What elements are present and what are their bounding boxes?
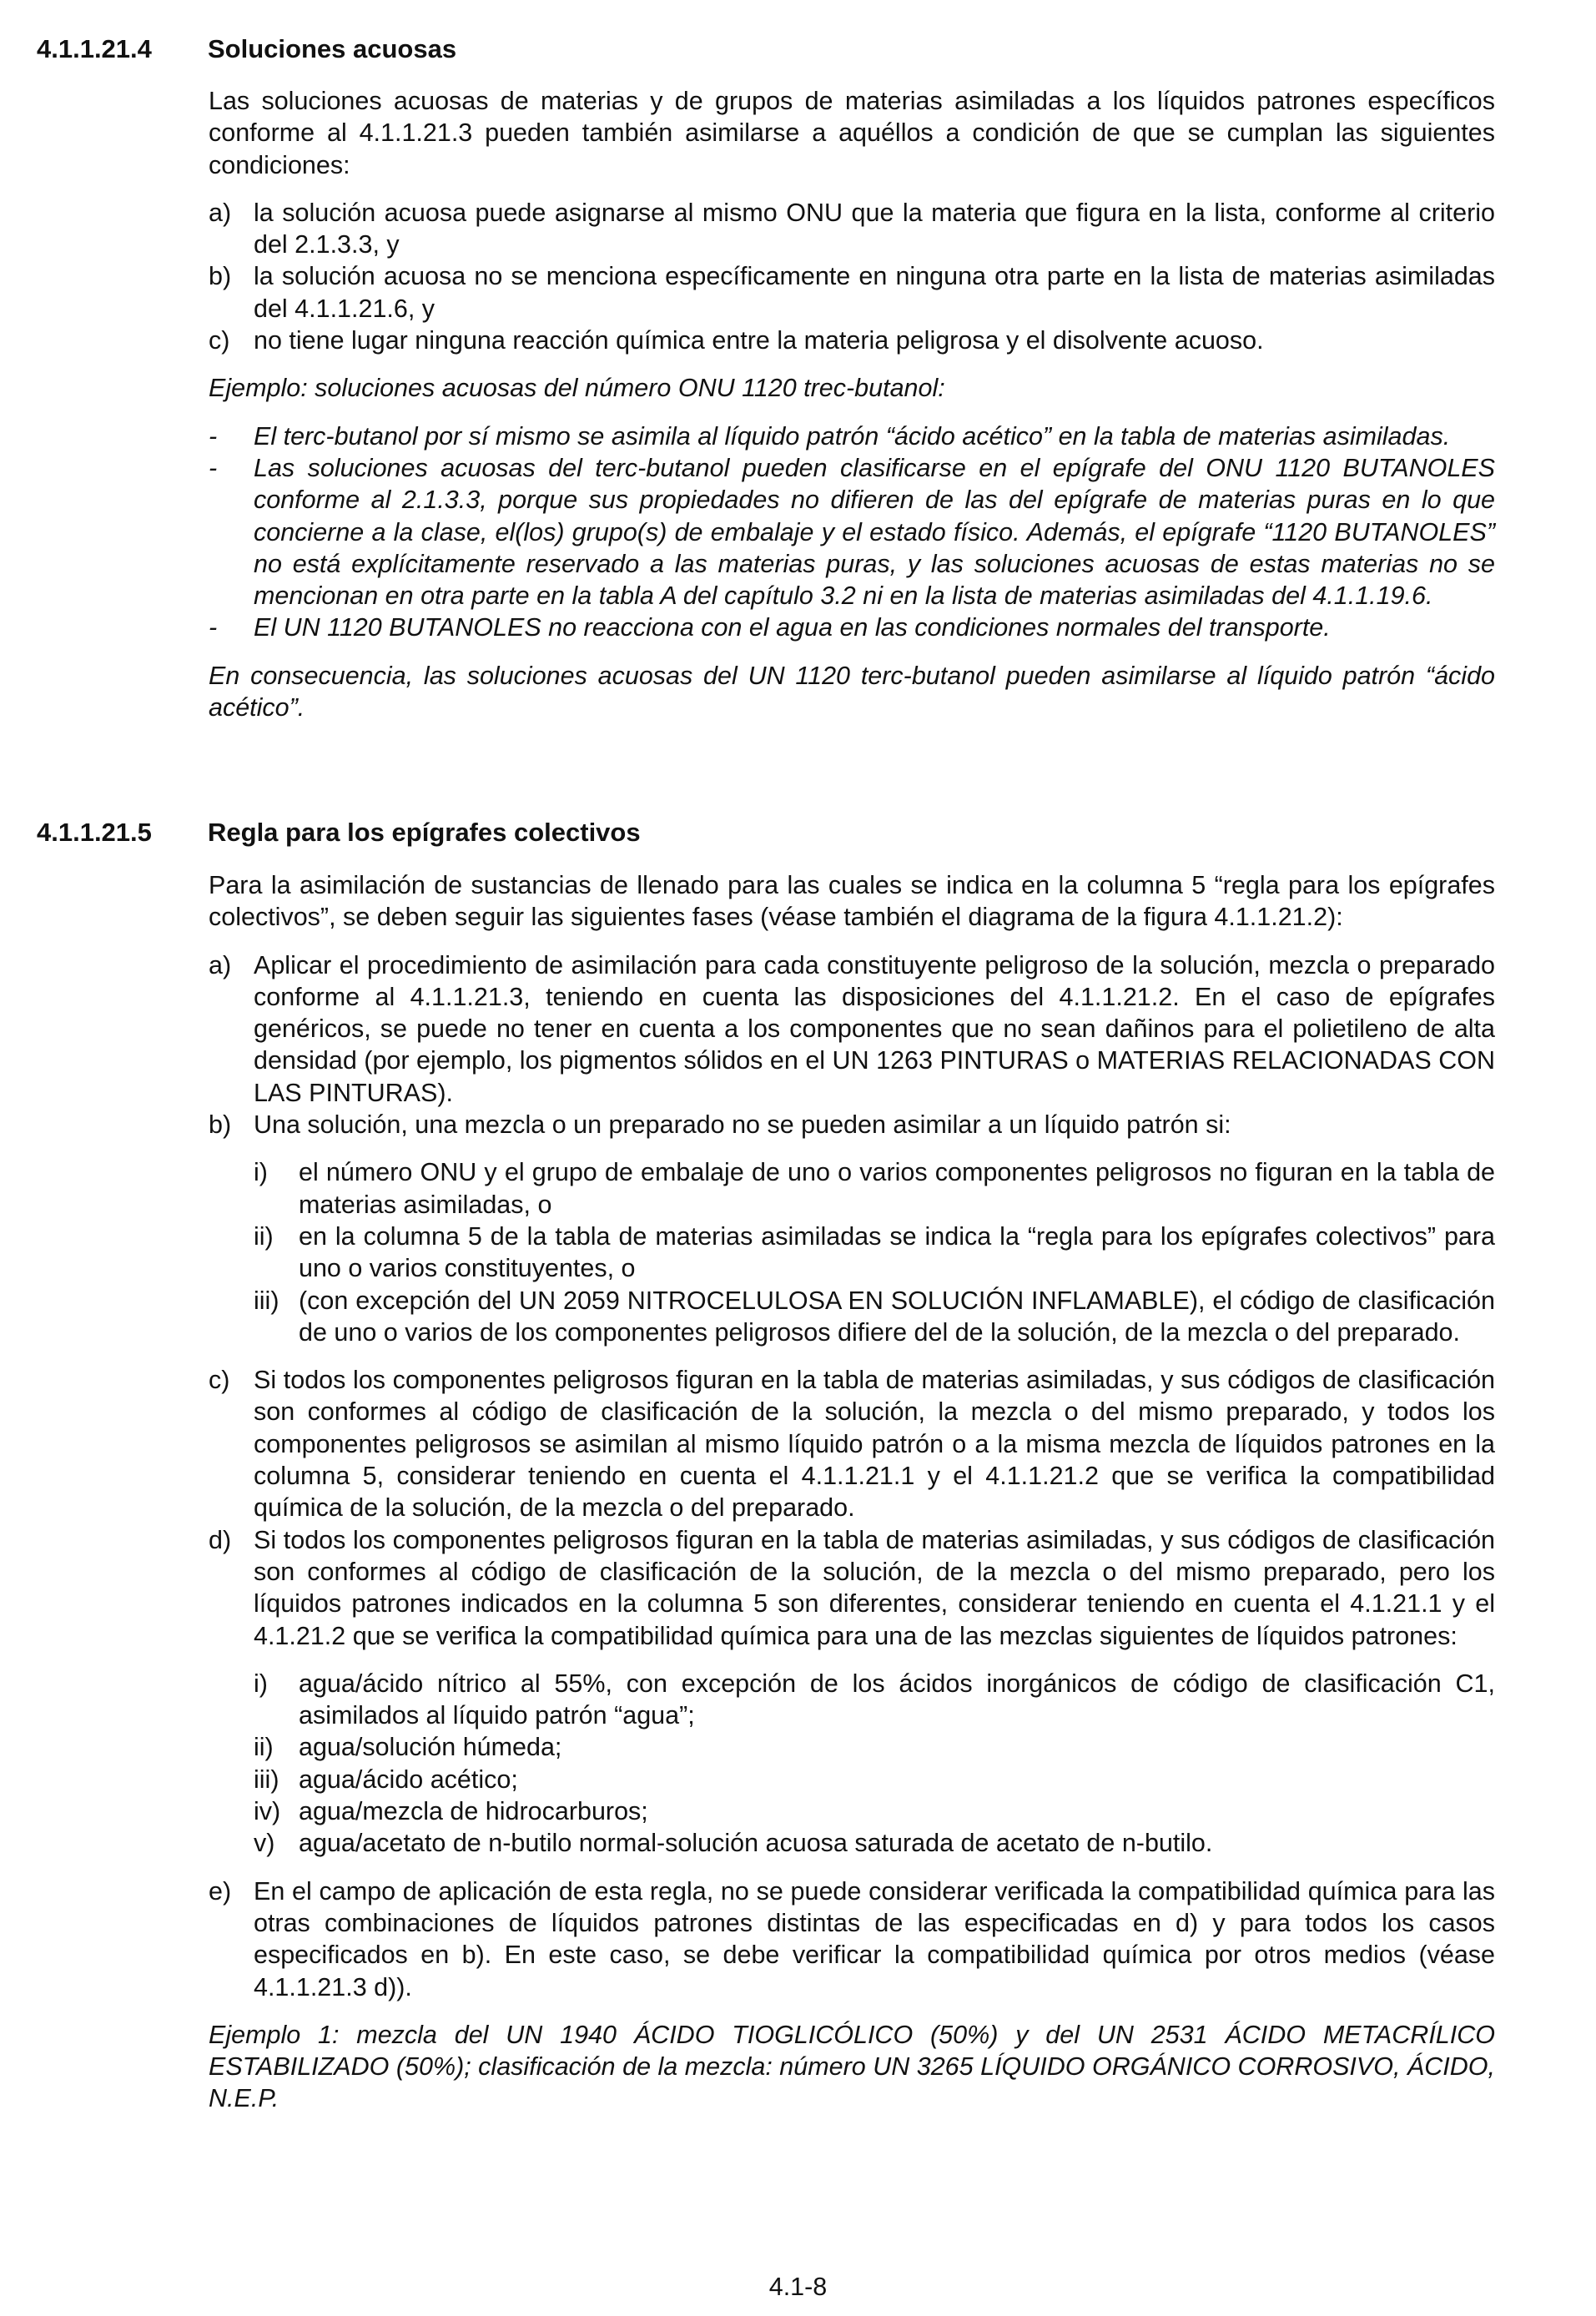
list-item	[209, 197, 1495, 261]
sub-list-marker: iii)	[254, 1765, 279, 1794]
list-item	[209, 1524, 1495, 1860]
list-item	[209, 612, 1495, 643]
list-marker: c)	[209, 326, 230, 355]
sub-list-item	[254, 1731, 1495, 1763]
list-text: Aplicar el procedimiento de asimilación para cada constituyente peligroso de la solución, mezcla o preparado conforme al 4.1.1.21.3, teniendo en cuenta las disposiciones del 4.1.1.21.2. En el caso de epígrafes genéricos, se puede no tener en cuenta a los componentes que no sean dañinos para el polietileno de alta densidad (por ejemplo, los pigmentos sólidos en el UN 1263 PINTURAS o MATERIAS RELACIONADAS CON LAS PINTURAS).	[254, 950, 1495, 1107]
section-body	[209, 85, 1495, 723]
condition-list	[209, 197, 1495, 356]
list-text: la solución acuosa no se menciona específicamente en ninguna otra parte en la lista de materias asimiladas del 4.1.1.21.6, y	[254, 262, 1495, 323]
list-marker: c)	[209, 1366, 230, 1395]
list-text: agua/mezcla de hidrocarburos;	[299, 1797, 648, 1826]
list-marker: d)	[209, 1525, 232, 1554]
list-item	[209, 1109, 1495, 1348]
list-text: Una solución, una mezcla o un preparado no se pueden asimilar a un líquido patrón si:	[254, 1110, 1231, 1140]
example-paragraph: Ejemplo 1: mezcla del UN 1940 ÁCIDO TIOGLICÓLICO (50%) y del UN 2531 ÁCIDO METACRÍLICO ESTABILIZADO (50%); clasificación de la mezcla: número UN 3265 LÍQUIDO ORGÁNICO CORROSIVO, ÁCIDO, N.E.P.	[209, 2020, 1495, 2113]
sub-list-marker: iii)	[254, 1286, 279, 1315]
section-title: Regla para los epígrafes colectivos	[208, 818, 641, 847]
sub-list-item	[254, 1221, 1495, 1285]
list-marker: e)	[209, 1876, 232, 1906]
list-text: (con excepción del UN 2059 NITROCELULOSA EN SOLUCIÓN INFLAMABLE), el código de clasificación de uno o varios de los componentes peligrosos difiere del de la solución, de la mezcla o del preparado.	[299, 1286, 1495, 1347]
conclusion-paragraph: En consecuencia, las soluciones acuosas del UN 1120 terc-butanol pueden asimilarse al líquido patrón “ácido acético”.	[209, 661, 1495, 722]
example-list	[209, 420, 1495, 644]
sub-list-marker: i)	[254, 1669, 268, 1698]
sub-list-item	[254, 1156, 1495, 1221]
list-text: no tiene lugar ninguna reacción química entre la materia peligrosa y el disolvente acuoso.	[254, 326, 1264, 355]
list-text: Si todos los componentes peligrosos figuran en la tabla de materias asimiladas, y sus códigos de clasificación son conformes al código de clasificación de la solución, la mezcla o del mismo preparado, y todos los componentes peligrosos se asimilan al mismo líquido patrón o a la misma mezcla de líquidos patrones en la columna 5, considerar teniendo en cuenta el 4.1.1.21.1 y el 4.1.1.21.2 que se verifica la compatibilidad química de la solución, de la mezcla o del preparado.	[254, 1366, 1495, 1523]
sub-list-item	[254, 1285, 1495, 1349]
section-body	[209, 869, 1495, 2115]
list-text: agua/ácido nítrico al 55%, con excepción de los ácidos inorgánicos de código de clasificación C1, asimilados al líquido patrón “agua”;	[299, 1669, 1495, 1730]
list-item	[209, 325, 1495, 356]
sub-list-marker: ii)	[254, 1221, 274, 1251]
page-number: 4.1-8	[768, 2273, 828, 2301]
list-item	[209, 260, 1495, 325]
list-item	[209, 452, 1495, 612]
sub-list-marker: v)	[254, 1829, 275, 1858]
sub-list-marker: i)	[254, 1158, 268, 1187]
list-text: la solución acuosa puede asignarse al mismo ONU que la materia que figura en la lista, conforme al criterio del 2.1.3.3, y	[254, 198, 1495, 259]
section-number: 4.1.1.21.5	[37, 818, 152, 847]
list-text: agua/solución húmeda;	[299, 1733, 562, 1762]
list-marker: a)	[209, 950, 232, 979]
list-marker: a)	[209, 198, 232, 227]
list-item	[209, 1364, 1495, 1523]
list-text: Las soluciones acuosas del terc-butanol pueden clasificarse en el epígrafe del ONU 1120 BUTANOLES conforme al 2.1.3.3, porque sus propiedades no difieren de las del epígrafe de materias puras en lo que concierne a la clase, el(los) grupo(s) de embalaje y el estado físico. Además, el epígrafe “1120 BUTANOLES” no está explícitamente reservado a las materias puras, y las soluciones acuosas de estas materias no se mencionan en otra parte en la tabla A del capítulo 3.2 ni en la lista de materias asimiladas del 4.1.1.19.6.	[254, 453, 1495, 611]
sub-list-item	[254, 1827, 1495, 1859]
paragraph: Las soluciones acuosas de materias y de grupos de materias asimiladas a los líquidos patrones específicos conforme al 4.1.1.21.3 pueden también asimilarse a aquéllos a condición de que se cumplan las siguientes condiciones:	[209, 87, 1495, 179]
example-title: Ejemplo: soluciones acuosas del número ONU 1120 trec-butanol:	[209, 374, 945, 403]
list-text: Si todos los componentes peligrosos figuran en la tabla de materias asimiladas, y sus códigos de clasificación son conformes al código de clasificación de la solución, de la mezcla o del mismo preparado, pero los líquidos patrones indicados en la columna 5 son diferentes, considerar teniendo en cuenta el 4.1.21.1 y el 4.1.21.2 que se verifica la compatibilidad química para una de las mezclas siguientes de líquidos patrones:	[254, 1525, 1495, 1650]
sub-list	[254, 1156, 1495, 1348]
list-marker: b)	[209, 1110, 232, 1140]
list-text: en la columna 5 de la tabla de materias asimiladas se indica la “regla para los epígrafes colectivos” para uno o varios constituyentes, o	[299, 1221, 1495, 1283]
list-marker: b)	[209, 262, 232, 291]
sub-list-marker: ii)	[254, 1733, 274, 1762]
list-text: el número ONU y el grupo de embalaje de uno o varios componentes peligrosos no figuran en la tabla de materias asimiladas, o	[299, 1158, 1495, 1219]
list-text: En el campo de aplicación de esta regla, no se puede considerar verificada la compatibilidad química para las otras combinaciones de líquidos patrones distintas de las especificadas en d) y para todos los casos especificados en b). En este caso, se debe verificar la compatibilidad química por otros medios (véase 4.1.1.21.3 d)).	[254, 1876, 1495, 2001]
sub-list-item	[254, 1668, 1495, 1732]
sub-list-item	[254, 1764, 1495, 1795]
list-text: agua/acetato de n-butilo normal-solución acuosa saturada de acetato de n-butilo.	[299, 1829, 1213, 1858]
step-list	[209, 1875, 1495, 2003]
paragraph: Para la asimilación de sustancias de llenado para las cuales se indica en la columna 5 “regla para los epígrafes colectivos”, se deben seguir las siguientes fases (véase también el diagrama de la figura 4.1.1.21.2):	[209, 871, 1495, 932]
section-heading	[37, 817, 641, 848]
list-item	[209, 1875, 1495, 2003]
dash-marker: -	[209, 453, 218, 482]
list-item	[209, 420, 1495, 452]
list-text: agua/ácido acético;	[299, 1765, 518, 1794]
section-title: Soluciones acuosas	[208, 34, 457, 63]
list-text: El UN 1120 BUTANOLES no reacciona con el agua en las condiciones normales del transporte.	[254, 613, 1331, 642]
dash-marker: -	[209, 613, 218, 642]
section-number: 4.1.1.21.4	[37, 34, 152, 63]
list-item	[209, 949, 1495, 1109]
section-heading	[37, 33, 456, 65]
sub-list-marker: iv)	[254, 1797, 281, 1826]
list-text: El terc-butanol por sí mismo se asimila al líquido patrón “ácido acético” en la tabla de materias asimiladas.	[254, 421, 1451, 451]
sub-list-item	[254, 1795, 1495, 1827]
dash-marker: -	[209, 421, 218, 451]
sub-list	[254, 1668, 1495, 1860]
step-list	[209, 949, 1495, 1349]
step-list	[209, 1364, 1495, 1859]
